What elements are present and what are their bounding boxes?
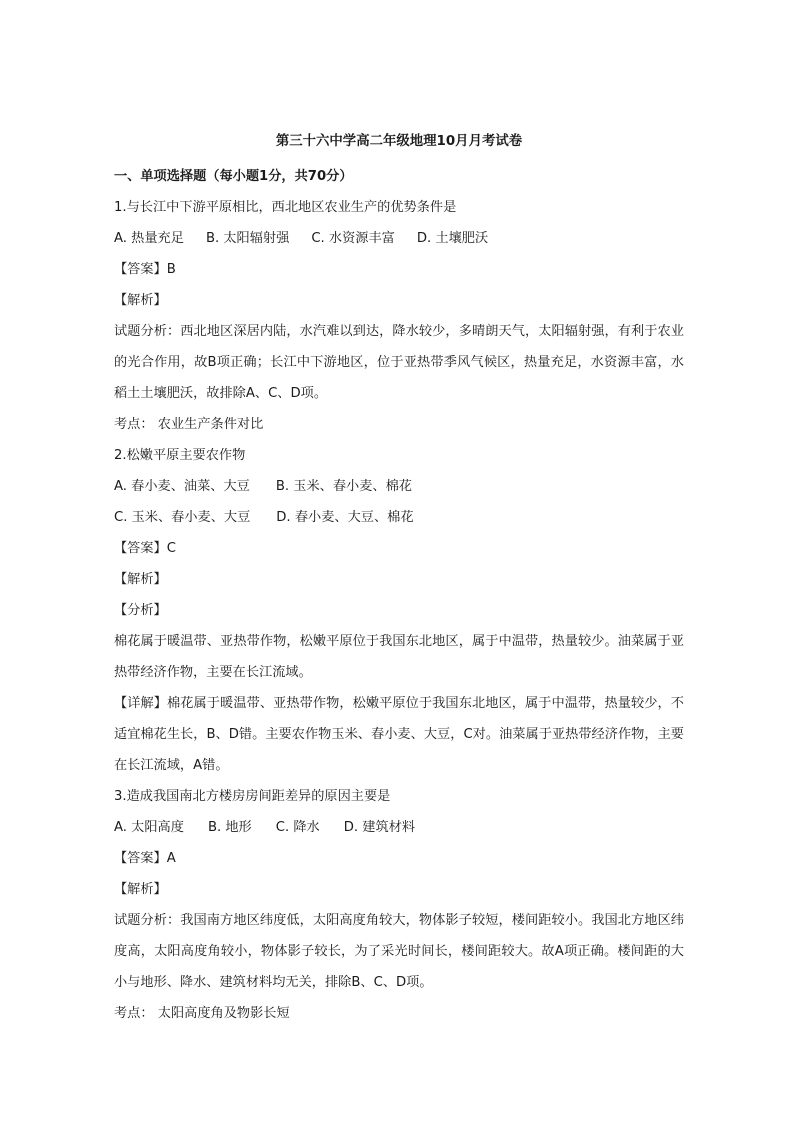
q1-option-c: C. 水资源丰富	[311, 231, 395, 246]
q3-option-b: B. 地形	[207, 820, 252, 835]
question-2-options-row-2	[114, 502, 684, 533]
q2-option-d: D. 春小麦、大豆、棉花	[276, 510, 414, 525]
question-1-options	[114, 223, 684, 254]
question-2-detail-label: 【详解】	[114, 696, 168, 711]
q2-option-a: A. 春小麦、油菜、大豆	[114, 479, 250, 494]
question-1-answer: 【答案】B	[114, 262, 176, 277]
q1-option-a: A. 热量充足	[114, 231, 184, 246]
question-3-analysis: 试题分析：我国南方地区纬度低，太阳高度角较大，物体影子较短，楼间距较小。我国北方地区纬度高，太阳高度角较小，物体影子较长，为了采光时间长，楼间距较大。故A项正确。楼间距的大小与地形、降水、建筑材料均无关，排除B、C、D项。	[114, 913, 684, 990]
question-2-analysis-heading: 【解析】	[114, 572, 167, 587]
q3-option-d: D. 建筑材料	[343, 820, 416, 835]
question-2-fenxi: 棉花属于暖温带、亚热带作物，松嫩平原位于我国东北地区，属于中温带，热量较少。油菜属于亚热带经济作物，主要在长江流域。	[114, 634, 684, 680]
question-2-options-row-1	[114, 471, 684, 502]
q1-option-b: B. 太阳辐射强	[205, 231, 290, 246]
q2-option-b: B. 玉米、春小麦、棉花	[275, 479, 412, 494]
q3-option-a: A. 太阳高度	[114, 820, 184, 835]
question-3-analysis-heading: 【解析】	[114, 882, 167, 897]
question-2-stem: 2.松嫩平原主要农作物	[114, 448, 246, 463]
question-1-analysis: 试题分析：西北地区深居内陆，水汽难以到达，降水较少，多晴朗天气，太阳辐射强，有利于农业的光合作用，故B项正确；长江中下游地区，位于亚热带季风气候区，热量充足，水资源丰富，水稻土土壤肥沃，故排除A、C、D项。	[114, 324, 684, 401]
question-1-analysis-heading: 【解析】	[114, 293, 167, 308]
question-3-stem: 3.造成我国南北方楼房房间距差异的原因主要是	[114, 789, 391, 804]
question-1-point: 考点： 农业生产条件对比	[114, 417, 264, 432]
question-3-options	[114, 812, 684, 843]
q3-option-c: C. 降水	[275, 820, 320, 835]
question-1-stem: 1.与长江中下游平原相比，西北地区农业生产的优势条件是	[114, 200, 457, 215]
question-2-answer: 【答案】C	[114, 541, 176, 556]
question-3-answer: 【答案】A	[114, 851, 176, 866]
question-2-detail-text: 棉花属于暖温带、亚热带作物，松嫩平原位于我国东北地区，属于中温带，热量较少，不适宜棉花生长，B、D错。主要农作物玉米、春小麦、大豆，C对。油菜属于亚热带经济作物，主要在长江流域，A错。	[114, 696, 684, 773]
section-heading: 一、单项选择题（每小题1分，共70分）	[114, 169, 353, 184]
question-2-fenxi-heading: 【分析】	[114, 603, 167, 618]
page-title: 第三十六中学高二年级地理10月月考试卷	[275, 134, 523, 149]
question-3-point: 考点： 太阳高度角及物影长短	[114, 1006, 290, 1021]
q1-option-d: D. 土壤肥沃	[416, 231, 489, 246]
question-2-detail	[114, 688, 684, 781]
q2-option-c: C. 玉米、春小麦、大豆	[114, 510, 251, 525]
document-content	[114, 132, 684, 1029]
